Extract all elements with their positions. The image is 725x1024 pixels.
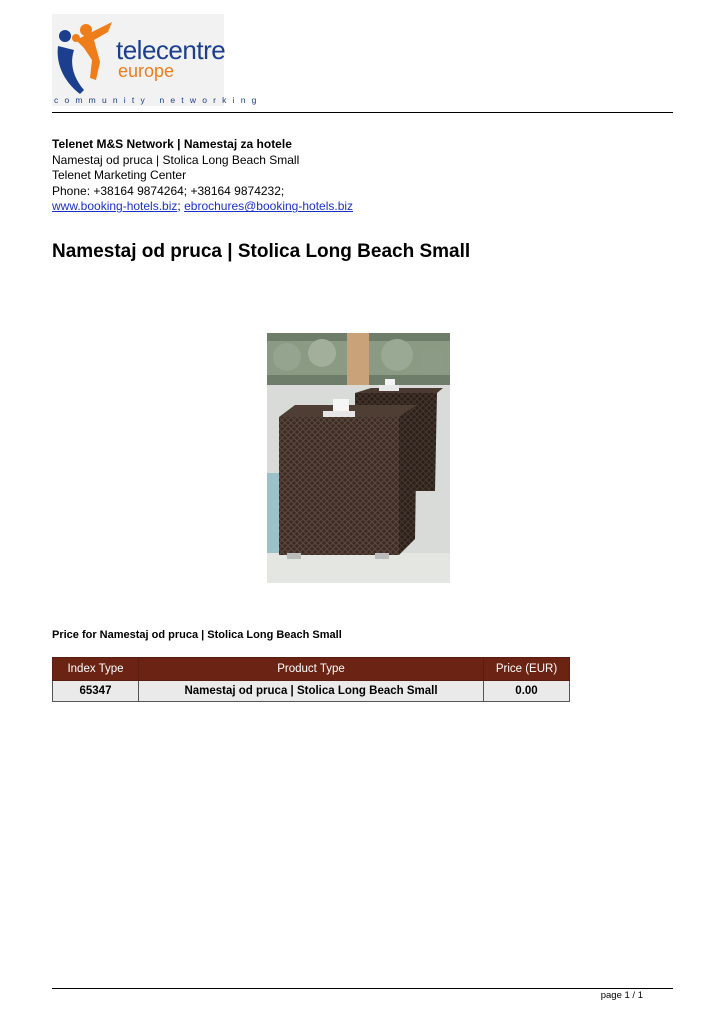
page-number: page 1 / 1 <box>600 990 643 1001</box>
header-divider <box>52 112 673 113</box>
company-heading: Telenet M&S Network | Namestaj za hotele <box>52 137 292 151</box>
telecentre-europe-logo <box>52 14 263 106</box>
links-line <box>52 199 353 215</box>
page-title: Namestaj od pruca | Stolica Long Beach Small <box>52 241 471 262</box>
phone-line: Phone: +38164 9874264; +38164 9874232; <box>52 183 285 198</box>
product-photo <box>267 333 450 583</box>
footer-divider <box>52 988 673 989</box>
column-header-price: Price (EUR) <box>484 658 570 681</box>
cell-index-type: 65347 <box>53 681 139 702</box>
price-table-header-row <box>53 658 570 681</box>
logo-tagline: community networking <box>54 95 263 105</box>
column-header-index-type: Index Type <box>53 658 139 681</box>
logo-word-europe: europe <box>118 61 175 81</box>
link-separator: ; <box>177 199 181 214</box>
column-header-product-type: Product Type <box>139 658 484 681</box>
marketing-center: Telenet Marketing Center <box>52 168 187 183</box>
cell-price: 0.00 <box>484 681 570 702</box>
email-link[interactable]: ebrochures@booking-hotels.biz <box>184 199 354 214</box>
price-table <box>52 657 570 702</box>
product-line: Namestaj od pruca | Stolica Long Beach Small <box>52 152 300 167</box>
table-row <box>53 681 570 702</box>
price-section-title: Price for Namestaj od pruca | Stolica Long Beach Small <box>52 629 342 641</box>
logo-word-telecentre: telecentre <box>116 35 226 65</box>
wicker-cube-stool-photo-icon <box>267 333 450 583</box>
cell-product-type: Namestaj od pruca | Stolica Long Beach Small <box>139 681 484 702</box>
website-link[interactable]: www.booking-hotels.biz <box>52 199 178 214</box>
